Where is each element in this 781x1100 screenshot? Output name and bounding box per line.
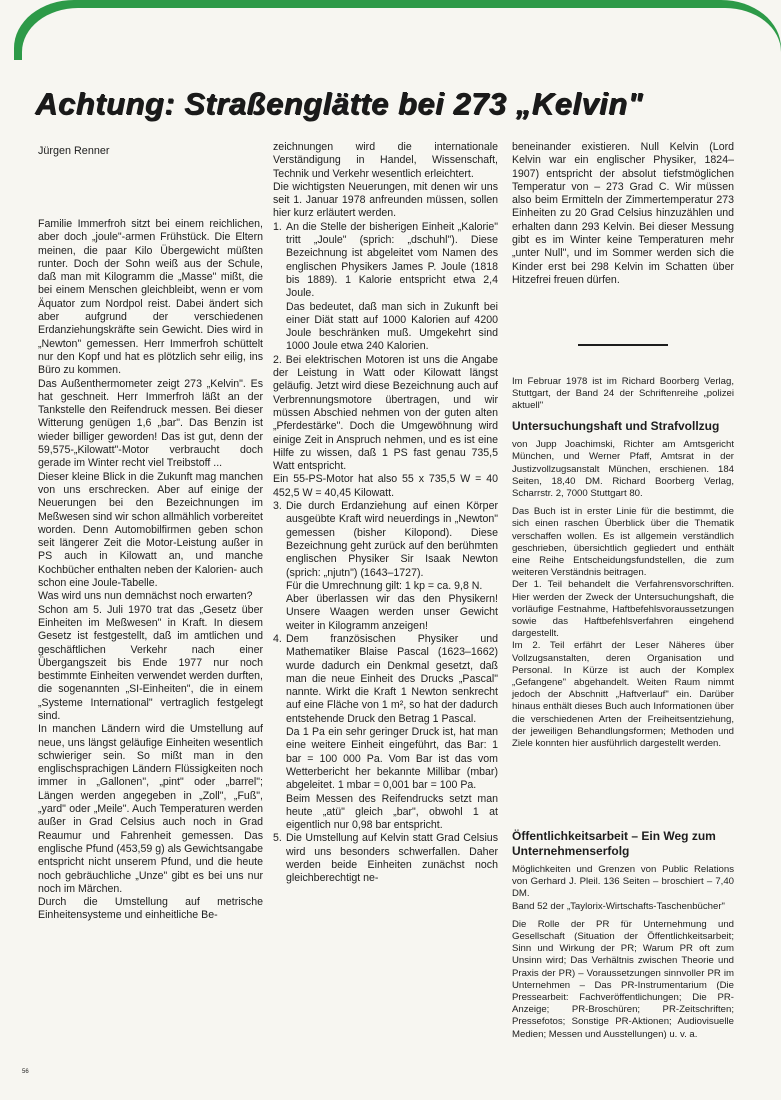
- list-item: [273, 633, 498, 832]
- paragraph: Ein 55-PS-Motor hat also 55 x 735,5 W = 40 452,5 W = 40,45 Kilowatt.: [273, 473, 498, 499]
- paragraph: Das Buch ist in erster Linie für die bestimmt, die sich einen raschen Überblick über die Thematik verschaffen wollen. Es ist allgemein verständlich geschrieben, übersichtlich gegliedert und enthält eine Reihe Entscheidungsfundstellen, die zum weiteren Verständnis beitragen.: [512, 506, 734, 579]
- paragraph: Dieser kleine Blick in die Zukunft mag manchen von uns erschrecken. Aber auf einige der Neuerungen bei den Bezeichnungen im Meßwesen sind wir schon allmählich vorbereitet worden. Denn Automobilfirmen geben schon seit längerer Zeit die Motor-Leistung außer in PS auch in Kilowatt an, und manche Kochbücher enthalten neben der Kalorien- auch schon eine Joule-Tabelle.: [38, 470, 263, 590]
- review-biblio: Möglichkeiten und Grenzen von Public Relations von Gerhard J. Pleil. 136 Seiten – broschiert – 7,40 DM.: [512, 864, 734, 900]
- book-review-2: [512, 829, 734, 1041]
- list-number: 5.: [273, 832, 282, 845]
- review-note: Im Februar 1978 ist im Richard Boorberg Verlag, Stuttgart, der Band 24 der Schriftenreihe „polizei aktuell": [512, 376, 734, 412]
- paragraph: Durch die Umstellung auf metrische Einheitensysteme und einheitliche Be-: [38, 896, 263, 922]
- paragraph: Die Rolle der PR für Unternehmung und Gesellschaft (Situation der Öffentlichkeitsarbeit; Sinn und Wirkung der PR; Warum PR oft zum Unsinn wird; Das Verhältnis zwischen Theorie und Praxis der PR) – Voraussetzungen sinnvoller PR im Unternehmen – Das PR-Instrumentarium (Die Pressearbeit: Fachveröffentlichungen; Die PR-Anzeige; PR-Broschüren; PR-Zeitschriften; Pressefotos; Sonstige PR-Aktionen; Audiovisuelle Medien; Messen und Ausstellungen) u. v. a.: [512, 918, 734, 1040]
- paragraph: Beim Messen des Reifendrucks setzt man heute „atü" gleich „bar", obwohl 1 at eigentlich nur 0,98 bar entspricht.: [286, 792, 498, 832]
- page-frame-inner: [22, 8, 781, 88]
- article-column-3: [512, 141, 734, 287]
- article-column-2: [273, 141, 498, 886]
- paragraph: 2. Bei elektrischen Motoren ist uns die Angabe der Leistung in Watt oder Kilowatt längst geläufig. Jetzt wird diese Bezeichnung auch auf Verbrennungsmotore übertragen, und wir müssen Abschied nehmen von der guten alten „Pferdestärke". Doch die Umgewöhnung wird einige Zeit in Anspruch nehmen, und es ist eine Hilfe zu wissen, daß 1 PS fast genau 735,5 Watt entspricht.: [273, 353, 498, 473]
- review-heading: Öffentlichkeitsarbeit – Ein Weg zum Unternehmenserfolg: [512, 829, 716, 858]
- paragraph: Dem französischen Physiker und Mathematiker Blaise Pascal (1623–1662) wurde dadurch ein Denkmal gesetzt, daß man die neue Einheit des Drucks „Pascal" nannte. Wirkt die Kraft 1 Newton senkrecht auf eine Fläche von 1 m², so hat der dadurch entstehende Druck den Betrag 1 Pascal.: [286, 632, 498, 725]
- paragraph: An die Stelle der bisherigen Einheit „Kalorie" tritt „Joule" (sprich: „dschuhl"). Diese Bezeichnung ist abgeleitet vom Namen des englischen Physikers James P. Joule (1818 bis 1889). 1 Kalorie entspricht etwa 2,4 Joule.: [286, 220, 498, 300]
- paragraph: Da 1 Pa ein sehr geringer Druck ist, hat man eine weitere Einheit eingeführt, das Bar: 1 bar = 100 000 Pa. Vom Bar ist das vom Wetterbericht her bekannte Millibar (mbar) abgeleitet. 1 mbar = 0,001 bar = 100 Pa.: [286, 726, 498, 792]
- paragraph: zeichnungen wird die internationale Verständigung in Handel, Wissenschaft, Technik und Verkehr wesentlich erleichtert.: [273, 141, 498, 180]
- book-review-1: [512, 376, 734, 750]
- section-divider: [578, 344, 668, 346]
- review-biblio: Band 52 der „Taylorix-Wirtschafts-Taschenbücher": [512, 900, 725, 912]
- list-item: [273, 500, 498, 633]
- paragraph: Das bedeutet, daß man sich in Zukunft bei einer Diät statt auf 1000 Kalorien auf 4200 Joule beschränken muß. Umgekehrt sind 1000 Joule etwa 240 Kalorien.: [286, 300, 498, 353]
- article-headline: Achtung: Straßenglätte bei 273 „Kelvin": [35, 86, 643, 121]
- paragraph: Die Umstellung auf Kelvin statt Grad Celsius wird uns besonders schwerfallen. Daher werden beide Einheiten zunächst noch gleichberechtigt ne-: [286, 832, 498, 885]
- list-number: 1.: [273, 220, 282, 233]
- paragraph: Im 2. Teil erfährt der Leser Näheres über Vollzugsanstalten, deren Organisation und Personal. In Kürze ist auch der Komplex „Gefangene" abgehandelt. Weiten Raum nimmt jedoch der Abschnitt „Haftverlauf" ein. Darüber hinaus enthält dieses Buch auch Informationen über die verschiedenen Arten der Freiheitsentziehung, der jeweiligen Behandlungsformen; Methoden und Ziele konnten hier ausführlich dargestellt werden.: [512, 640, 734, 749]
- list-item: [273, 832, 498, 885]
- article-author: Jürgen Renner: [38, 145, 110, 157]
- paragraph: Aber überlassen wir das den Physikern! Unsere Waagen werden unser Gewicht weiter in Kilogramm anzeigen!: [286, 593, 498, 632]
- list-number: 4.: [273, 632, 282, 645]
- paragraph: Schon am 5. Juli 1970 trat das „Gesetz über Einheiten im Meßwesen" in Kraft. In diesem Gesetz ist festgestellt, daß im amtlichen und geschäftlichen Verkehr nach einer Übergangszeit bis Ende 1977 nur noch bestimmte Einheiten verwendet werden durften, die sogenannten „SI-Einheiten", die in einem „Systeme International" vertraglich festgelegt sind.: [38, 603, 263, 722]
- paragraph: Für die Umrechnung gilt: 1 kp = ca. 9,8 N.: [286, 579, 483, 592]
- review-heading: Untersuchungshaft und Strafvollzug: [512, 418, 720, 433]
- paragraph: Die durch Erdanziehung auf einen Körper ausgeübte Kraft wird neuerdings in „Newton" gemessen (bisher Kilopond). Diese Bezeichnung geht zurück auf den berühmten englischen Physiker Sir Isaak Newton (sprich: „njutn") (1643–1727).: [286, 500, 498, 579]
- paragraph: Was wird uns nun demnächst noch erwarten?: [38, 590, 253, 603]
- list-number: 3.: [273, 500, 282, 513]
- paragraph: Die wichtigsten Neuerungen, mit denen wir uns seit 1. Januar 1978 anfreunden müssen, sollen hier kurz erläutert werden.: [273, 180, 498, 220]
- article-column-1: [38, 218, 263, 923]
- review-biblio: von Jupp Joachimski, Richter am Amtsgericht München, und Werner Pfaff, Amtsrat in der Justizvollzugsanstalt München, erschienen. 184 Seiten, 18,40 DM. Richard Boorberg Verlag, Scharrstr. 2, 7000 Stuttgart 80.: [512, 439, 734, 499]
- paragraph: beneinander existieren. Null Kelvin (Lord Kelvin war ein englischer Physiker, 1824–1907) entspricht der absolut tiefstmöglichen Temperatur von – 273 Grad C. Wir müssen also beim Ermitteln der Zimmertemperatur 273 Einheiten zu 20 Grad Celsius hinzuzählen und erhalten dann 293 Kelvin. Bei dieser Messung gibt es im Winter keine Temperaturen mehr „unter Null", und im Sommer werden sich die Kinder erst bei 298 Kelvin im Schatten über Hitzefrei freuen dürfen.: [512, 141, 734, 286]
- page-number: 56: [22, 1069, 29, 1075]
- paragraph: Familie Immerfroh sitzt bei einem reichlichen, aber doch „joule"-armen Frühstück. Die Eltern meinen, die paar Kilo Übergewicht müßten runter. Doch der Sohn weiß aus der Schule, daß man mit Kilogramm die „Masse" mißt, die bei einem Menschen gleichbleibt, wenn er vom Äquator zum Nordpol reist. Dabei ändert sich aber aufgrund der verschiedenen Erdanziehungskräfte sein Gewicht. Dies wird in „Newton" gemessen. Herr Immerfroh schüttelt nur den Kopf und hat es plötzlich sehr eilig, ins Büro zu kommen.: [38, 218, 263, 377]
- list-item: [273, 221, 498, 354]
- paragraph: In manchen Ländern wird die Umstellung auf neue, uns längst geläufige Einheiten wesentlich schwieriger sein. So mißt man in den englischsprachigen Ländern Flüssigkeiten noch immer in „Gallonen", „pint" oder „barrel"; Längen werden angegeben in „Zoll", „Fuß", „yard" oder „Meile". Auch Temperaturen werden außer in Grad Celsius auch noch in Grad Reaumur und Fahrenheit gemessen. Das englische Pfund (453,59 g) als Gewichtsangabe entspricht nicht unserem Pfund, und die heute noch gebräuchliche „Unze" gibt es bei uns nur noch im Märchen.: [38, 723, 263, 895]
- paragraph: Das Außenthermometer zeigt 273 „Kelvin". Es hat geschneit. Herr Immerfroh läßt an der Tankstelle den Reifendruck messen. Bei dieser Witterung genügen 1,6 „bar". Das Benzin ist wieder billiger geworden! Das ist gut, denn der 59,575-„Kilowatt"-Motor verbraucht doch gerade im Winter recht viel Treibstoff ...: [38, 377, 263, 470]
- paragraph: Der 1. Teil behandelt die Verfahrensvorschriften. Hier werden der Zweck der Untersuchungshaft, die vorläufige Festnahme, Haftbefehlsvoraussetzungen sowie das Haftbefehlsverfahren eingehend dargestellt.: [512, 579, 734, 640]
